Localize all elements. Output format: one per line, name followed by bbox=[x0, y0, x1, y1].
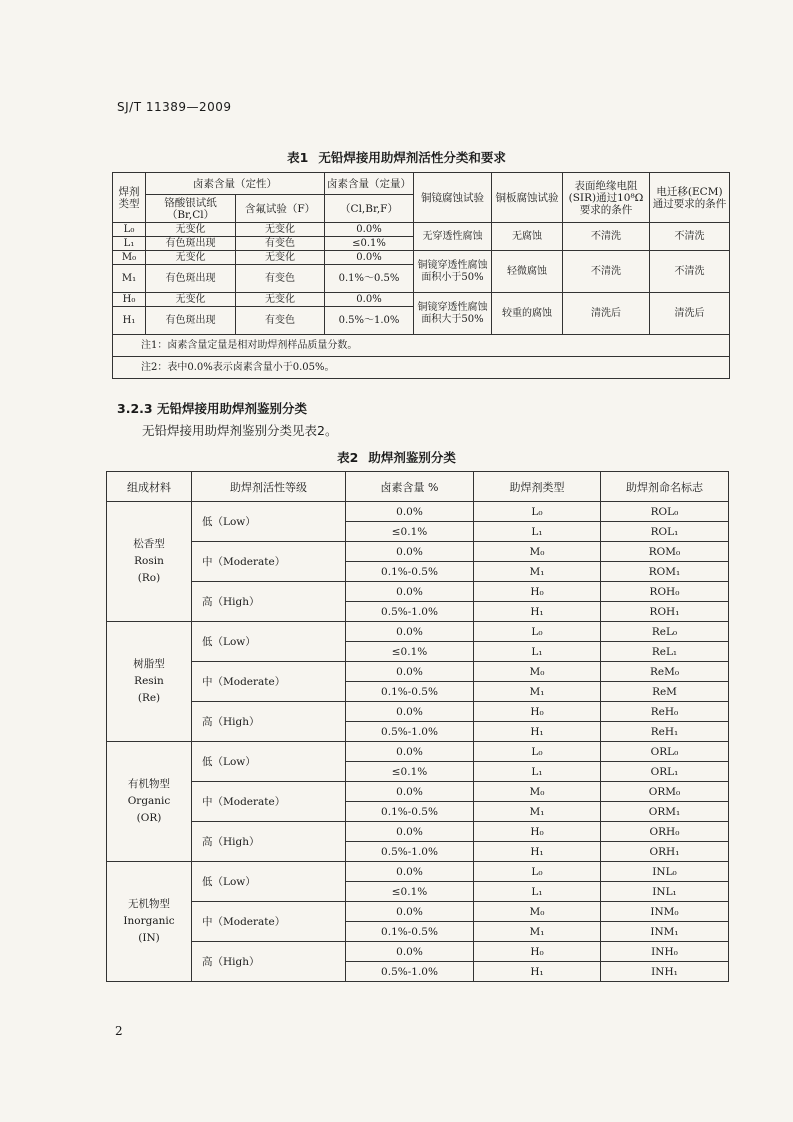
table2-flux-type: H₁ bbox=[474, 962, 601, 982]
table2-designation: ROH₁ bbox=[601, 602, 729, 622]
page-number: 2 bbox=[115, 1024, 123, 1038]
table1-header-halide-quantitative: 卤素含量（定量） bbox=[325, 173, 414, 195]
table2-halide-content: 0.1%-0.5% bbox=[346, 682, 474, 702]
table2-flux-type: M₁ bbox=[474, 922, 601, 942]
material-cn: 有机物型 bbox=[128, 778, 170, 790]
table1-header-halide-qualitative: 卤素含量（定性） bbox=[146, 173, 325, 195]
table1-cell-fluoride: 无变化 bbox=[236, 251, 325, 265]
table2-designation: ORL₀ bbox=[601, 742, 729, 762]
table1-cell-plate: 轻微腐蚀 bbox=[492, 251, 563, 293]
table-row bbox=[107, 582, 729, 602]
table2-designation: INH₁ bbox=[601, 962, 729, 982]
table1-cell-sir: 清洗后 bbox=[563, 293, 650, 335]
table2-designation: INL₀ bbox=[601, 862, 729, 882]
table2-halide-content: 0.5%-1.0% bbox=[346, 602, 474, 622]
table1-cell-plate: 无腐蚀 bbox=[492, 223, 563, 251]
table2-designation: ROH₀ bbox=[601, 582, 729, 602]
table1-note-1: 注1：卤素含量定量是相对助焊剂样品质量分数。 bbox=[113, 335, 730, 357]
table2-halide-content: 0.0% bbox=[346, 702, 474, 722]
table2-body bbox=[107, 502, 729, 982]
table1-cell-fluoride: 有变色 bbox=[236, 307, 325, 335]
table2-designation: ORH₀ bbox=[601, 822, 729, 842]
table1-cell-silver: 无变化 bbox=[146, 293, 236, 307]
table1-header-fluoride: 含氟试验（F） bbox=[236, 195, 325, 223]
table2-halide-content: 0.0% bbox=[346, 782, 474, 802]
material-en: Rosin bbox=[134, 555, 164, 567]
material-cn: 松香型 bbox=[133, 538, 165, 550]
table2-activity-level: 高（High） bbox=[192, 702, 346, 742]
table1-caption bbox=[0, 148, 793, 166]
material-abbr: (IN) bbox=[138, 932, 160, 944]
table2-activity-level: 高（High） bbox=[192, 942, 346, 982]
table2-activity-level: 中（Moderate） bbox=[192, 782, 346, 822]
table2-activity-level: 高（High） bbox=[192, 822, 346, 862]
table2-flux-type: M₁ bbox=[474, 562, 601, 582]
table2-flux-type: H₁ bbox=[474, 722, 601, 742]
table1-caption-number: 表1 bbox=[287, 150, 309, 165]
table1-cell-mirror: 铜镜穿透性腐蚀面积大于50% bbox=[414, 293, 492, 335]
table2-halide-content: 0.1%-0.5% bbox=[346, 802, 474, 822]
table-row bbox=[107, 782, 729, 802]
table2-activity-level: 中（Moderate） bbox=[192, 662, 346, 702]
table2-halide-content: 0.5%-1.0% bbox=[346, 842, 474, 862]
table2-designation: ORM₁ bbox=[601, 802, 729, 822]
table2-flux-type: M₁ bbox=[474, 802, 601, 822]
table2-activity-level: 低（Low） bbox=[192, 622, 346, 662]
table1-cell-silver: 有色斑出现 bbox=[146, 265, 236, 293]
table1-cell-ecm: 清洗后 bbox=[650, 293, 730, 335]
table1-cell-type: M₀ bbox=[113, 251, 146, 265]
table1-cell-sir: 不清洗 bbox=[563, 251, 650, 293]
table-row bbox=[107, 702, 729, 722]
table2-activity-level: 中（Moderate） bbox=[192, 902, 346, 942]
table2-flux-type: L₁ bbox=[474, 522, 601, 542]
table1-cell-fluoride: 无变化 bbox=[236, 223, 325, 237]
table2-halide-content: 0.1%-0.5% bbox=[346, 562, 474, 582]
material-en: Resin bbox=[134, 675, 164, 687]
table2-halide-content: 0.0% bbox=[346, 902, 474, 922]
table1-header-sir: 表面绝缘电阻(SIR)通过10⁸Ω要求的条件 bbox=[563, 173, 650, 223]
table-row bbox=[107, 822, 729, 842]
material-abbr: (Ro) bbox=[137, 572, 161, 584]
table2-flux-type: M₀ bbox=[474, 902, 601, 922]
table2-flux-type: L₁ bbox=[474, 882, 601, 902]
table1-cell-type: M₁ bbox=[113, 265, 146, 293]
table2-halide-content: ≤0.1% bbox=[346, 642, 474, 662]
table1-header-copper-mirror: 铜镜腐蚀试验 bbox=[414, 173, 492, 223]
table2-activity-level: 中（Moderate） bbox=[192, 542, 346, 582]
table2-halide-content: 0.0% bbox=[346, 542, 474, 562]
table2-halide-content: 0.0% bbox=[346, 822, 474, 842]
table1-cell-type: H₀ bbox=[113, 293, 146, 307]
table2-material-cell bbox=[107, 862, 192, 982]
table1-cell-silver: 有色斑出现 bbox=[146, 237, 236, 251]
table2-halide-content: 0.0% bbox=[346, 622, 474, 642]
material-cn: 树脂型 bbox=[133, 658, 165, 670]
section-title: 3.2.3 无铅焊接用助焊剂鉴别分类 bbox=[117, 401, 307, 416]
table2-halide-content: 0.5%-1.0% bbox=[346, 962, 474, 982]
table1-header-ecm: 电迁移(ECM)通过要求的条件 bbox=[650, 173, 730, 223]
table2-halide-content: ≤0.1% bbox=[346, 522, 474, 542]
table-row bbox=[107, 942, 729, 962]
table1-cell-quant: 0.0% bbox=[325, 223, 414, 237]
table2-material-cell bbox=[107, 742, 192, 862]
table1-cell-quant: 0.0% bbox=[325, 251, 414, 265]
table2-designation: ReH₀ bbox=[601, 702, 729, 722]
table1-flux-activity bbox=[112, 172, 730, 379]
table2-flux-type: H₀ bbox=[474, 942, 601, 962]
table1-cell-ecm: 不清洗 bbox=[650, 223, 730, 251]
table2-header-activity-level: 助焊剂活性等级 bbox=[192, 472, 346, 502]
table-row bbox=[107, 502, 729, 522]
table2-flux-type: H₁ bbox=[474, 842, 601, 862]
table1-cell-mirror: 无穿透性腐蚀 bbox=[414, 223, 492, 251]
table2-material-cell bbox=[107, 622, 192, 742]
table2-caption-text: 助焊剂鉴别分类 bbox=[368, 450, 456, 465]
table2-designation: ORL₁ bbox=[601, 762, 729, 782]
table1-cell-silver: 有色斑出现 bbox=[146, 307, 236, 335]
section-text: 无铅焊接用助焊剂鉴别分类见表2。 bbox=[142, 423, 338, 438]
table1-cell-ecm: 不清洗 bbox=[650, 251, 730, 293]
table2-halide-content: 0.5%-1.0% bbox=[346, 722, 474, 742]
table2-header-halide: 卤素含量 % bbox=[346, 472, 474, 502]
table2-flux-type: L₀ bbox=[474, 622, 601, 642]
table2-halide-content: 0.0% bbox=[346, 582, 474, 602]
table2-designation: ROM₀ bbox=[601, 542, 729, 562]
table-row bbox=[107, 862, 729, 882]
table2-halide-content: 0.0% bbox=[346, 662, 474, 682]
material-en: Inorganic bbox=[123, 915, 175, 927]
table2-halide-content: 0.0% bbox=[346, 942, 474, 962]
table-row bbox=[107, 622, 729, 642]
table2-activity-level: 低（Low） bbox=[192, 502, 346, 542]
table1-note-2: 注2：表中0.0%表示卤素含量小于0.05%。 bbox=[113, 357, 730, 379]
table2-flux-identification bbox=[106, 471, 729, 982]
table1-cell-fluoride: 无变化 bbox=[236, 293, 325, 307]
table2-header-material: 组成材料 bbox=[107, 472, 192, 502]
table2-designation: ROL₁ bbox=[601, 522, 729, 542]
table1-cell-silver: 无变化 bbox=[146, 223, 236, 237]
table2-flux-type: H₀ bbox=[474, 702, 601, 722]
table2-flux-type: H₀ bbox=[474, 822, 601, 842]
table2-halide-content: 0.0% bbox=[346, 502, 474, 522]
table2-flux-type: M₁ bbox=[474, 682, 601, 702]
table2-caption-number: 表2 bbox=[337, 450, 359, 465]
table1-header-copper-plate: 铜板腐蚀试验 bbox=[492, 173, 563, 223]
table1-cell-quant: 0.0% bbox=[325, 293, 414, 307]
standard-number: SJ/T 11389—2009 bbox=[117, 100, 232, 114]
table2-halide-content: ≤0.1% bbox=[346, 882, 474, 902]
table2-flux-type: L₁ bbox=[474, 762, 601, 782]
table1-cell-type: L₀ bbox=[113, 223, 146, 237]
table2-halide-content: 0.1%-0.5% bbox=[346, 922, 474, 942]
table2-designation: INL₁ bbox=[601, 882, 729, 902]
table1-cell-quant: 0.1%～0.5% bbox=[325, 265, 414, 293]
table-row bbox=[107, 742, 729, 762]
table1-cell-fluoride: 有变色 bbox=[236, 237, 325, 251]
table2-designation: ROM₁ bbox=[601, 562, 729, 582]
table1-cell-quant: 0.5%～1.0% bbox=[325, 307, 414, 335]
table1-header-silver-chromate: 铬酸银试纸（Br,Cl） bbox=[146, 195, 236, 223]
table2-halide-content: ≤0.1% bbox=[346, 762, 474, 782]
table1-cell-fluoride: 有变色 bbox=[236, 265, 325, 293]
table1-cell-type: H₁ bbox=[113, 307, 146, 335]
table2-flux-type: H₀ bbox=[474, 582, 601, 602]
material-cn: 无机物型 bbox=[128, 898, 170, 910]
table2-flux-type: L₀ bbox=[474, 862, 601, 882]
table2-caption bbox=[0, 448, 793, 466]
material-abbr: (OR) bbox=[136, 812, 162, 824]
table1-cell-plate: 较重的腐蚀 bbox=[492, 293, 563, 335]
table2-halide-content: 0.0% bbox=[346, 742, 474, 762]
table2-designation: ReM bbox=[601, 682, 729, 702]
table1-cell-silver: 无变化 bbox=[146, 251, 236, 265]
table1-cell-sir: 不清洗 bbox=[563, 223, 650, 251]
table2-flux-type: H₁ bbox=[474, 602, 601, 622]
table2-flux-type: L₀ bbox=[474, 742, 601, 762]
table1-cell-mirror: 铜镜穿透性腐蚀面积小于50% bbox=[414, 251, 492, 293]
table2-designation: ROL₀ bbox=[601, 502, 729, 522]
table1-caption-text: 无铅焊接用助焊剂活性分类和要求 bbox=[318, 150, 506, 165]
table2-designation: ReM₀ bbox=[601, 662, 729, 682]
table2-header-designation: 助焊剂命名标志 bbox=[601, 472, 729, 502]
table-row bbox=[107, 662, 729, 682]
table2-flux-type: M₀ bbox=[474, 662, 601, 682]
table2-activity-level: 高（High） bbox=[192, 582, 346, 622]
table2-designation: ReH₁ bbox=[601, 722, 729, 742]
table2-designation: ReL₁ bbox=[601, 642, 729, 662]
table2-header-flux-type: 助焊剂类型 bbox=[474, 472, 601, 502]
table1-header-quant-elements: （Cl,Br,F） bbox=[325, 195, 414, 223]
table2-activity-level: 低（Low） bbox=[192, 742, 346, 782]
table1-cell-type: L₁ bbox=[113, 237, 146, 251]
table2-designation: INM₁ bbox=[601, 922, 729, 942]
table2-designation: ORM₀ bbox=[601, 782, 729, 802]
table2-halide-content: 0.0% bbox=[346, 862, 474, 882]
table2-flux-type: M₀ bbox=[474, 542, 601, 562]
material-abbr: (Re) bbox=[137, 692, 161, 704]
table-row bbox=[107, 542, 729, 562]
table2-designation: INH₀ bbox=[601, 942, 729, 962]
material-en: Organic bbox=[127, 795, 171, 807]
table2-designation: ORH₁ bbox=[601, 842, 729, 862]
table2-designation: ReL₀ bbox=[601, 622, 729, 642]
table1-header-flux-type: 焊剂类型 bbox=[113, 173, 146, 223]
table1-cell-quant: ≤0.1% bbox=[325, 237, 414, 251]
table2-flux-type: L₀ bbox=[474, 502, 601, 522]
table2-designation: INM₀ bbox=[601, 902, 729, 922]
table2-activity-level: 低（Low） bbox=[192, 862, 346, 902]
table-row bbox=[107, 902, 729, 922]
table2-material-cell bbox=[107, 502, 192, 622]
table2-flux-type: L₁ bbox=[474, 642, 601, 662]
table2-flux-type: M₀ bbox=[474, 782, 601, 802]
